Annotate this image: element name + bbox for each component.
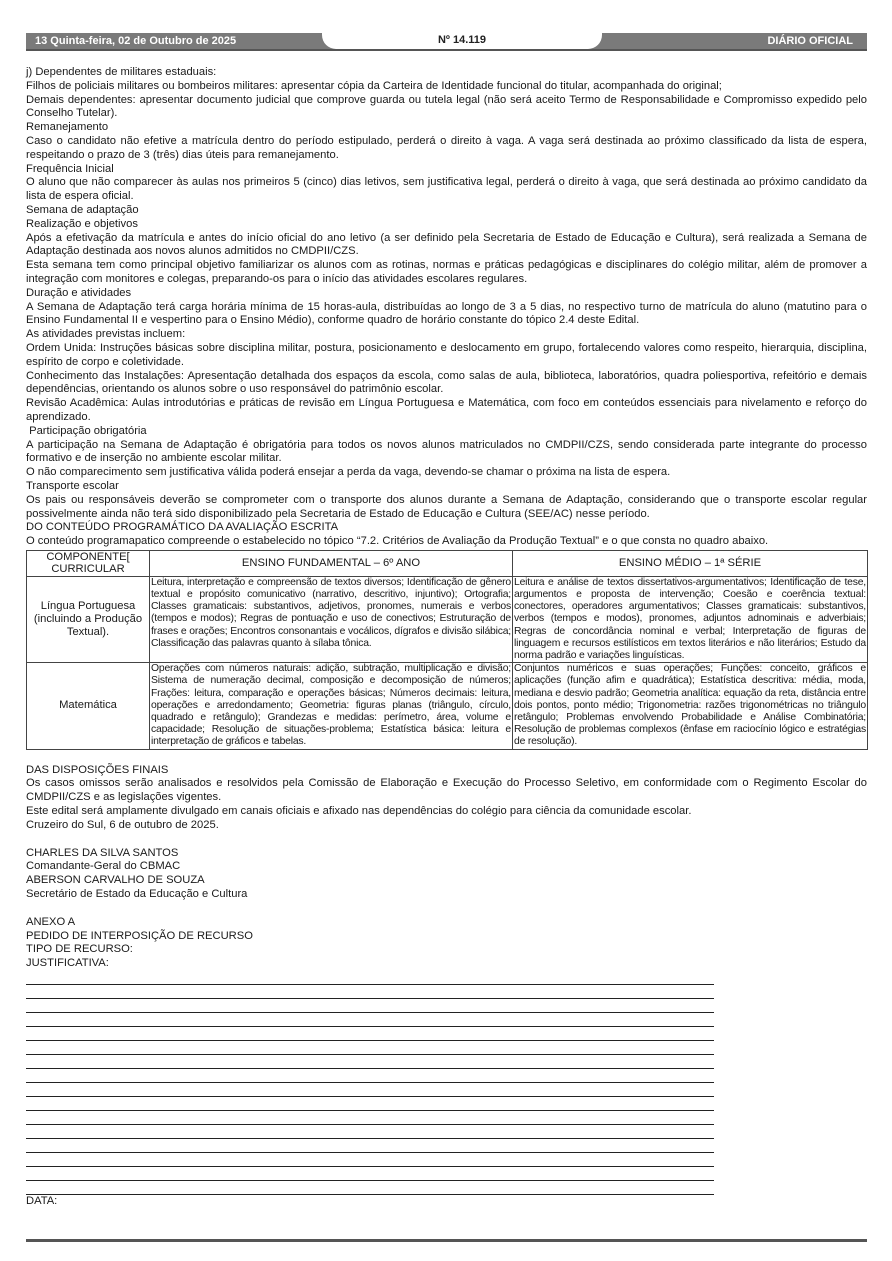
paragraph: Ordem Unida: Instruções básicas sobre disciplina militar, postura, posicionamento e deslocamento em grupo, fortalecendo valores como respeito, hierarquia, disciplina, espírito de corpo e coletividade. [26,341,867,368]
signatory-title: Comandante-Geral do CBMAC [26,860,181,873]
annex-form [26,916,867,1209]
paragraph: Caso o candidato não efetive a matrícula dentro do período estipulado, perderá o direito à vaga. A vaga será destinada ao próximo classificado da lista de espera, respeitando o prazo de 3 (três) dias úteis para remanejamento. [26,134,867,161]
signatory-title: Secretário de Estado da Educação e Cultura [26,887,248,900]
column-header: ENSINO MÉDIO – 1ª SÉRIE [513,550,868,576]
paragraph: Após a efetivação da matrícula e antes do início oficial do ano letivo (a ser definido pela Secretaria de Estado de Educação e Cultura), será realizada a Semana de Adaptação destinada aos novos alunos admitidos no CMDPII/CZS. [26,231,867,258]
fundamental-cell: Leitura, interpretação e compreensão de textos diversos; Identificação de gênero textual e propósito comunicativo (narrativo, descritivo, injuntivo); Ortografia; Classes gramaticais: substantivos, adjetivos, pronomes, numerais e verbos (tempos e modos); Regras de pontuação e uso de conectivos; Estruturação de frases e orações; Encontros consonantais e vocálicos, dígrafos e divisão silábica; Classificação das palavras quanto à sílaba tônica. [150,576,513,662]
paragraph: Revisão Acadêmica: Aulas introdutórias e práticas de revisão em Língua Portuguesa e Matemática, com foco em conteúdos essenciais para nivelamento e reforço do aprendizado. [26,397,867,423]
paragraph: Este edital será amplamente divulgado em canais oficiais e afixado nas dependências do colégio para ciência da comunidade escolar. [26,804,692,817]
section-heading: Transporte escolar [26,479,119,492]
justification-lines [26,971,867,1195]
paragraph: Os pais ou responsáveis deverão se comprometer com o transporte dos alunos durante a Semana de Adaptação, considerando que o transporte escolar regular possivelmente ainda não terá sido disponibilizado pela Secretaria de Estado de Educação e Cultura (SEE/AC) nesse período. [26,493,867,520]
writing-line [26,1083,714,1097]
footer-rule [26,1239,867,1242]
writing-line [26,1139,714,1153]
writing-line [26,1027,714,1041]
annex-subtitle: PEDIDO DE INTERPOSIÇÃO DE RECURSO [26,929,253,942]
final-provisions [26,764,867,833]
table-header-row [27,550,868,576]
page-header [26,33,867,51]
medio-cell: Conjuntos numéricos e suas operações; Funções: conceito, gráficos e aplicações (função afim e quadrática); Estatística descritiva: média, moda, mediana e desvio padrão; Geometria analítica: equação da reta, distância entre dois pontos, ponto médio; Trigonometria: razões trigonométricas no triângulo retângulo; Problemas envolvendo Probabilidade e Análise Combinatória; Resolução de problemas complexos (ênfase em raciocínio lógico e estratégias de resolução). [514,663,866,748]
paragraph: j) Dependentes de militares estaduais: [26,66,217,78]
curriculum-table [26,550,868,750]
table-row [27,576,868,662]
writing-line [26,985,714,999]
writing-line [26,1069,714,1083]
paragraph: Os casos omissos serão analisados e resolvidos pela Comissão de Elaboração e Execução do Processo Seletivo, em conformidade com o Regimento Escolar do CMDPII/CZS e as legislações vigentes. [26,777,867,804]
writing-line [26,1153,714,1167]
section-heading: DAS DISPOSIÇÕES FINAIS [26,763,169,776]
field-label: TIPO DE RECURSO: [26,943,133,956]
signatory-name: CHARLES DA SILVA SANTOS [26,846,179,859]
writing-line [26,1125,714,1139]
writing-line [26,1041,714,1055]
medio-cell: Leitura e análise de textos dissertativos-argumentativos; Identificação de tese, argumentos e proposta de intervenção; Coesão e coerência textual: conectores, operadores argumentativos; Classes gramaticais: substantivos, verbos (tempos e modos), pronomes, adjuntos adnominais e adverbiais; Regras de concordância nominal e verbal; Interpretação de figuras de linguagem e recursos estilísticos em textos literários e não literários; Estudo da norma padrão e variações linguísticas. [514,576,866,661]
writing-line [26,1055,714,1069]
writing-line [26,1167,714,1181]
date-label: DATA: [26,1194,58,1207]
section-heading: Remanejamento [26,121,109,134]
writing-line [26,1111,714,1125]
section-heading: Participação obrigatória [26,424,147,437]
column-header: ENSINO FUNDAMENTAL – 6º ANO [150,550,513,576]
fundamental-cell: Operações com números naturais: adição, subtração, multiplicação e divisão; Sistema de numeração decimal, composição e decomposição de números; Frações: leitura, comparação e operações básicas; Números decimais: leitura, operações e arredondamento; Geometria: figuras planas (triângulo, círculo, quadrado e retângulo); Grandezas e medidas: perímetro, área, volume e capacidade; Resolução de situações-problema; Estatística básica: leitura e interpretação de gráficos e tabelas. [151,663,511,748]
paragraph: Conhecimento das Instalações: Apresentação detalhada dos espaços da escola, como salas de aula, biblioteca, laboratórios, quadra poliesportiva, refeitório e demais dependências, orientando os alunos sobre o uso responsável do patrimônio escolar. [26,369,867,396]
page-number-date: 13 Quinta-feira, 02 de Outubro de 2025 [35,35,237,47]
signatory-name: ABERSON CARVALHO DE SOUZA [26,874,205,887]
edition-number: Nº 14.119 [437,34,487,46]
paragraph: A participação na Semana de Adaptação é obrigatória para todos os novos alunos matriculados no CMDPII/CZS, sendo considerada parte integrante do processo formativo e de inserção no ambiente escolar militar. [26,438,867,465]
section-heading: Duração e atividades [26,286,132,299]
paragraph: Demais dependentes: apresentar documento judicial que comprove guarda ou tutela legal (não será aceito Termo de Responsabilidade e Compromisso expedido pelo Conselho Tutelar). [26,93,867,120]
document-body [26,66,867,1209]
table-row [27,663,868,749]
paragraph: O conteúdo programapatico compreende o estabelecido no tópico “7.2. Critérios de Avaliação da Produção Textual” e o que consta no quadro abaixo. [26,535,769,548]
field-label: JUSTIFICATIVA: [26,957,109,970]
paragraph: A Semana de Adaptação terá carga horária mínima de 15 horas-aula, distribuídas ao longo de 3 a 5 dias, no respectivo turno de matrícula do aluno (matutino para o Ensino Fundamental II e vespertino para o Ensino Médio), conforme quadro de horário constante do tópico 2.4 deste Edital. [26,300,867,327]
publication-title: DIÁRIO OFICIAL [767,35,853,47]
annex-title: ANEXO A [26,915,76,928]
section-heading: Realização e objetivos [26,217,138,230]
paragraph: O aluno que não comparecer às aulas nos primeiros 5 (cinco) dias letivos, sem justificativa legal, perderá o direito à vaga, que será destinada ao próximo candidato da lista de espera oficial. [26,176,867,203]
writing-line [26,1013,714,1027]
component-cell: Língua Portuguesa (incluindo a Produção Textual). [27,576,150,662]
section-heading: Frequência Inicial [26,162,114,175]
writing-line [26,971,714,985]
paragraph: As atividades previstas incluem: [26,328,186,341]
component-cell: Matemática [27,663,150,749]
column-header: COMPONENTE[ CURRICULAR [27,550,150,576]
writing-line [26,1097,714,1111]
place-date: Cruzeiro do Sul, 6 de outubro de 2025. [26,818,219,831]
paragraph: O não comparecimento sem justificativa válida poderá ensejar a perda da vaga, devendo-se chamar o próxima na lista de espera. [26,466,671,479]
section-heading: Semana de adaptação [26,203,139,216]
writing-line [26,999,714,1013]
section-heading: DO CONTEÚDO PROGRAMÁTICO DA AVALIAÇÃO ESCRITA [26,521,339,534]
signature-block [26,847,867,902]
paragraph: Filhos de policiais militares ou bombeiros militares: apresentar cópia da Carteira de Identidade funcional do titular, acompanhada do original; [26,79,722,92]
paragraph: Esta semana tem como principal objetivo familiarizar os alunos com as rotinas, normas e práticas pedagógicas e disciplinares do colégio militar, além de promover a integração com monitores e colegas, preparando-os para o início das atividades escolares regulares. [26,259,867,285]
writing-line [26,1181,714,1195]
header-rule [26,49,867,51]
